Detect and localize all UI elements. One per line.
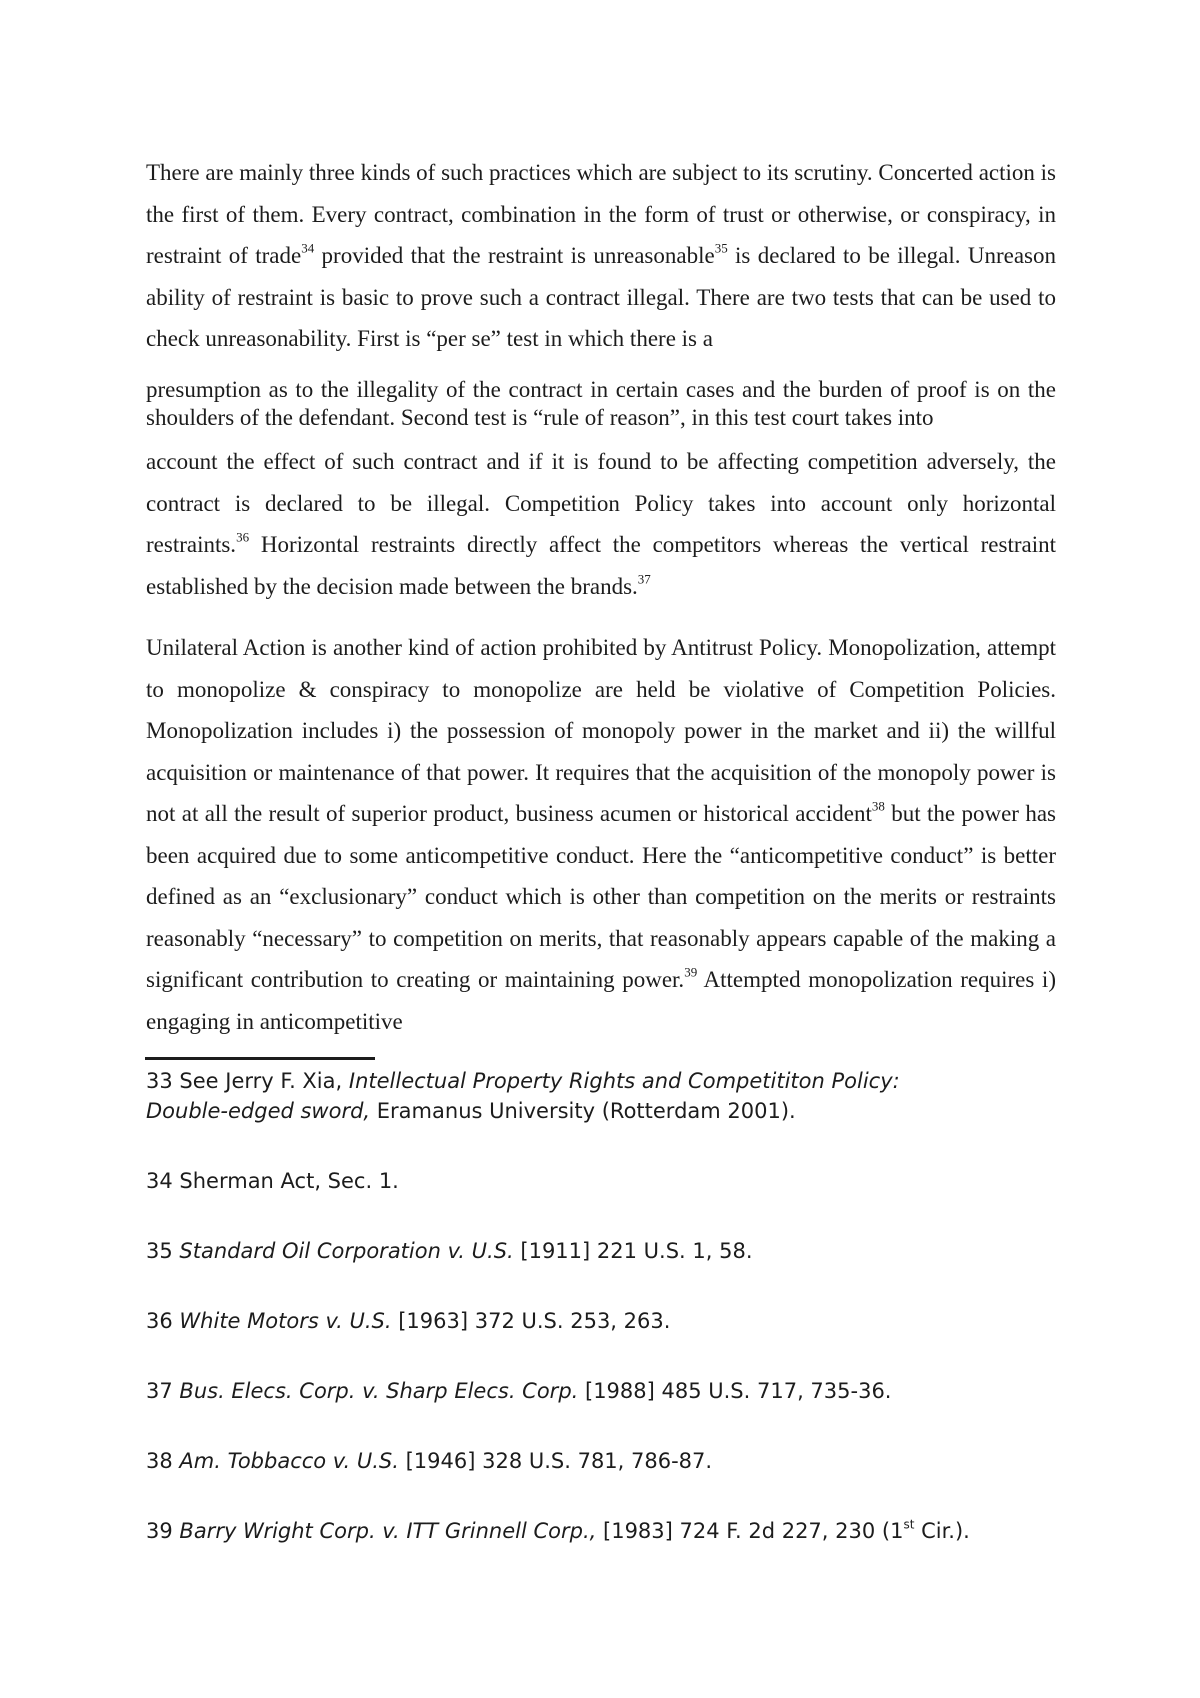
ordinal-suffix: st (903, 1517, 915, 1532)
footnote-ref-38[interactable]: 38 (871, 798, 885, 814)
paragraph-text: presumption as to the illegality of the contract in certain cases and the burden of proof is on the shoulders of the defendant. Second test is “rule of reason”, in this test court takes into (146, 377, 1056, 430)
paragraph-text: Unilateral Action is another kind of action prohibited by Antitrust Policy. Monopolization, attempt to monopolize & conspiracy to monopolize are held be violative of Competition Policies. Monopolization includes i) the possession of monopoly power in the market and ii) the willful acquisition or maintenance of that power. It requires that the acquisition of the monopoly power is not at all the result of superior product, business acumen or historical accident (146, 635, 1056, 826)
footnote-34 (146, 1166, 1106, 1196)
footnote-36 (146, 1306, 1106, 1336)
footnote-citation-end: Cir.). (914, 1519, 970, 1543)
paragraph-unilateral-action (146, 627, 1056, 1042)
footnote-citation: [1911] 221 U.S. 1, 58. (513, 1239, 753, 1263)
paragraph-text: Attempted monopolization requires i) engaging in anticompetitive (146, 967, 1056, 1034)
footnote-case-name: Standard Oil Corporation v. U.S. (179, 1239, 514, 1263)
paragraph-text: but the power has been acquired due to some anticompetitive conduct. Here the “anticompetitive conduct” is better defined as an “exclusionary” conduct which is other than competition on the merits or restraints reasonably “necessary” to competition on merits, that reasonably appears capable of the making a significant contribution to creating or maintaining power. (146, 801, 1056, 992)
footnote-text: Eramanus University (Rotterdam 2001). (370, 1099, 796, 1123)
footnote-citation: [1963] 372 U.S. 253, 263. (391, 1309, 671, 1333)
paragraph-text: There are mainly three kinds of such practices which are subject to its scrutiny. Concerted action is the first of them. Every contract, combination in the form of trust or otherwise, or conspiracy, in restraint of trade (146, 160, 1056, 268)
footnote-number: 39 (146, 1519, 180, 1543)
footnote-ref-36[interactable]: 36 (236, 529, 250, 545)
paragraph-rule-of-reason-cont (146, 441, 1056, 607)
paragraph-text: account the effect of such contract and if it is found to be affecting competition adversely, the contract is declared to be illegal. Competition Policy takes into account only horizontal restraints. (146, 449, 1056, 557)
paragraph-concerted-action (146, 152, 1056, 360)
footnote-separator (145, 1057, 375, 1060)
footnote-text: Sherman Act, Sec. 1. (172, 1169, 399, 1193)
paragraph-text: Horizontal restraints directly affect the competitors whereas the vertical restraint established by the decision made between the brands. (146, 532, 1056, 599)
footnote-number: 35 (146, 1239, 180, 1263)
paragraph-text: is declared to be illegal. Unreason ability of restraint is basic to prove such a contract illegal. There are two tests that can be used to check unreasonability. First is “per se” test in which there is a (146, 243, 1056, 351)
footnote-35 (146, 1236, 1106, 1266)
footnote-citation: [1983] 724 F. 2d 227, 230 (1 (596, 1519, 904, 1543)
footnote-number: 36 (146, 1309, 180, 1333)
footnote-ref-35[interactable]: 35 (714, 240, 728, 256)
footnote-case-name: Bus. Elecs. Corp. v. Sharp Elecs. Corp. (179, 1379, 579, 1403)
footnote-title-cont: Double-edged sword, (146, 1099, 371, 1123)
footnote-number: 33 (146, 1069, 173, 1093)
footnote-number: 38 (146, 1449, 180, 1473)
footnote-text: See Jerry F. Xia, (172, 1069, 349, 1093)
footnote-number: 34 (146, 1169, 173, 1193)
footnote-case-name: Barry Wright Corp. v. ITT Grinnell Corp., (179, 1519, 597, 1543)
footnote-ref-39[interactable]: 39 (684, 964, 698, 980)
footnote-38 (146, 1446, 1106, 1476)
footnote-number: 37 (146, 1379, 180, 1403)
paragraph-rule-of-reason-start (146, 376, 1056, 432)
paragraph-text: provided that the restraint is unreasonable (314, 243, 715, 268)
footnote-ref-37[interactable]: 37 (637, 571, 651, 587)
footnote-33 (146, 1066, 1106, 1126)
footnote-title: Intellectual Property Rights and Competititon Policy: (348, 1069, 900, 1093)
footnote-39 (146, 1516, 1106, 1546)
footnote-citation: [1946] 328 U.S. 781, 786-87. (398, 1449, 713, 1473)
footnote-case-name: White Motors v. U.S. (179, 1309, 392, 1333)
footnote-citation: [1988] 485 U.S. 717, 735-36. (578, 1379, 892, 1403)
footnote-case-name: Am. Tobbacco v. U.S. (179, 1449, 399, 1473)
footnote-ref-34[interactable]: 34 (301, 240, 315, 256)
footnote-37 (146, 1376, 1106, 1406)
